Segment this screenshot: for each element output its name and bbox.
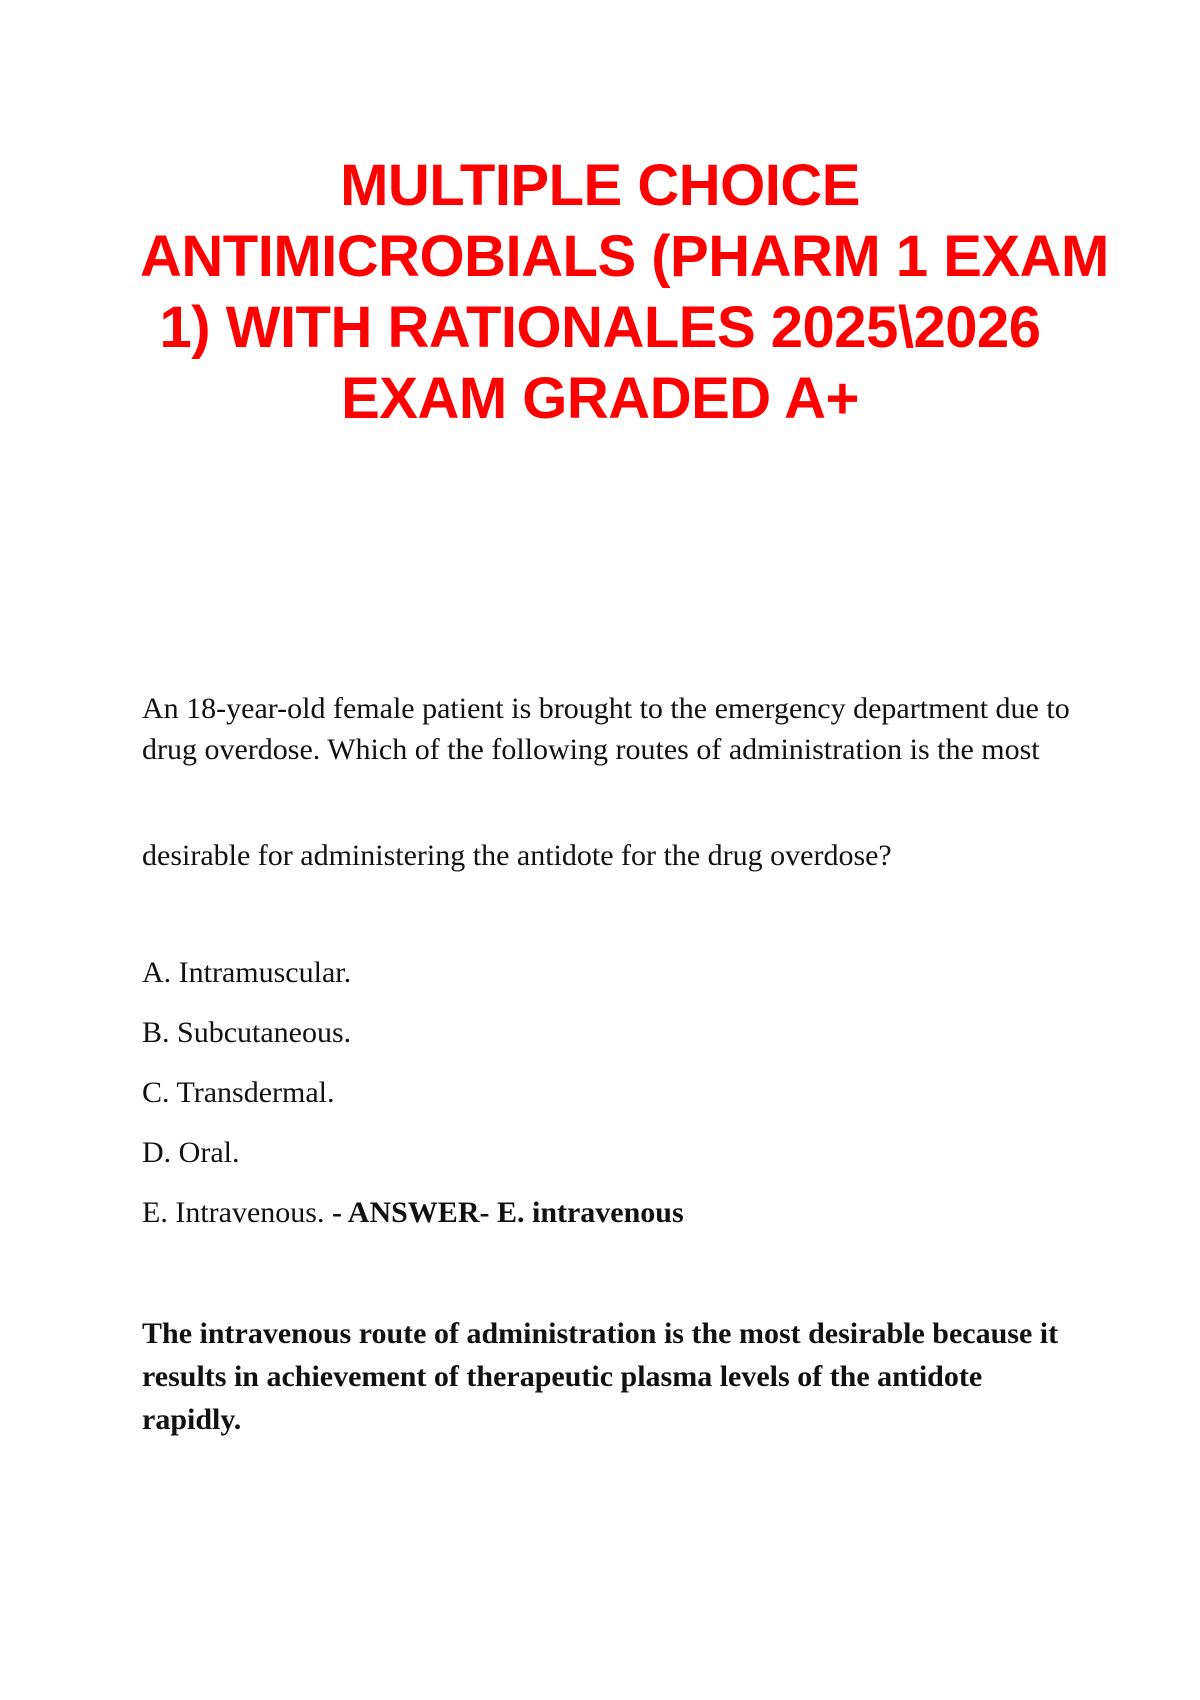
option-b	[142, 1012, 1082, 1072]
question-stem-continued: desirable for administering the antidote for the drug overdose?	[142, 839, 892, 872]
option-d	[142, 1132, 1082, 1192]
title-line: MULTIPLE CHOICE	[340, 153, 860, 218]
option-e	[142, 1192, 1082, 1252]
answer-key: - ANSWER- E. intravenous	[331, 1196, 684, 1229]
rationale-text: The intravenous route of administration is the most desirable because it results in achievement of therapeutic plasma levels of the antidote rapidly.	[142, 1317, 1059, 1436]
option-text: A. Intramuscular.	[142, 956, 352, 989]
option-a	[142, 952, 1082, 1012]
option-c	[142, 1072, 1082, 1132]
option-text: D. Oral.	[142, 1136, 240, 1169]
document-title	[140, 150, 1109, 434]
question-stem: An 18-year-old female patient is brought to the emergency department due to drug overdose. Which of the following routes of administration is the most	[142, 692, 1070, 766]
title-line: 1) WITH RATIONALES 2025\2026	[159, 295, 1041, 360]
option-text: C. Transdermal.	[142, 1076, 335, 1109]
title-line: ANTIMICROBIALS (PHARM 1 EXAM	[140, 224, 1109, 289]
title-line: EXAM GRADED A+	[341, 366, 859, 431]
option-text: E. Intravenous.	[142, 1196, 325, 1229]
option-text: B. Subcutaneous.	[142, 1016, 352, 1049]
answer-options	[142, 952, 1082, 1252]
